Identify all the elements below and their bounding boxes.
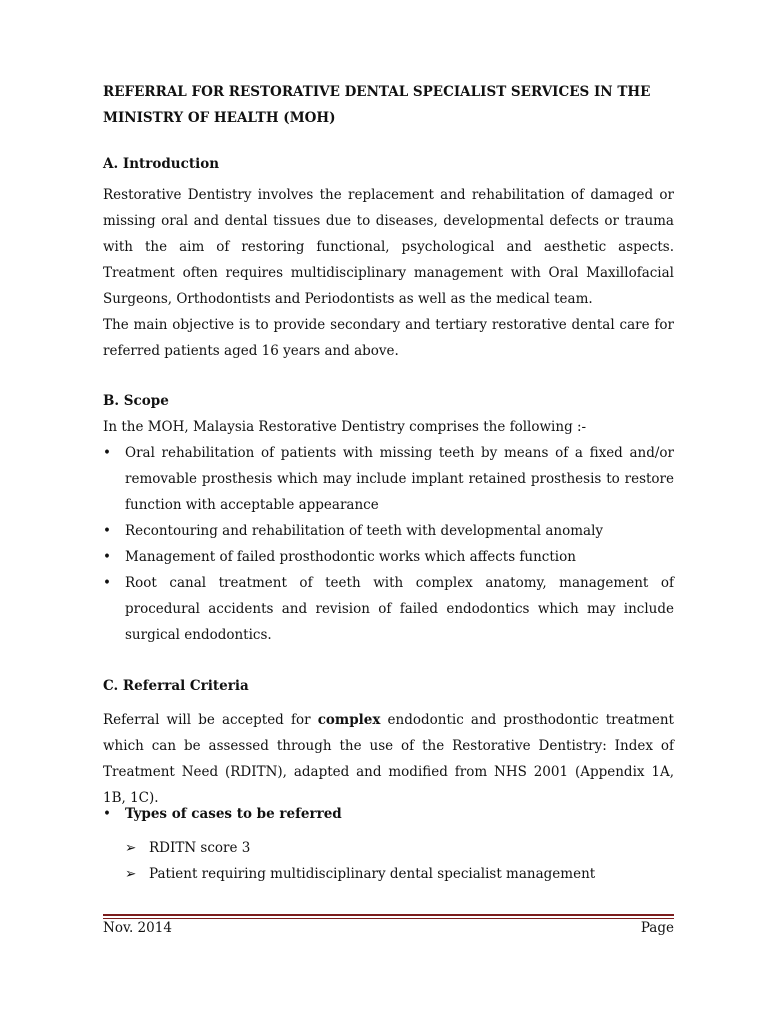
sub-list-item-text: Patient requiring multidisciplinary dental specialist management xyxy=(149,866,596,882)
section-c-text-pre: Referral will be accepted for xyxy=(103,712,318,728)
section-c-heading: C. Referral Criteria xyxy=(103,678,249,694)
section-a-heading: A. Introduction xyxy=(103,156,220,172)
bullet-icon: • xyxy=(103,575,111,591)
section-b-intro: In the MOH, Malaysia Restorative Dentistry comprises the following :- xyxy=(103,419,587,435)
document-title: REFERRAL FOR RESTORATIVE DENTAL SPECIALIST SERVICES IN THE MINISTRY OF HEALTH (MOH) xyxy=(103,84,651,126)
section-c-text-post: endodontic and prosthodontic treatment which can be assessed through the use of the Restorative Dentistry: Index of Treatment Need (RDITN), adapted and modified from NHS 2001 (Appendix 1A, 1B, 1C). xyxy=(103,712,674,806)
section-a-paragraph-2: The main objective is to provide secondary and tertiary restorative dental care for referred patients aged 16 years and above. xyxy=(103,317,674,359)
list-item xyxy=(103,570,674,648)
sub-list-item-text: RDITN score 3 xyxy=(149,840,251,856)
sub-list-item xyxy=(125,835,250,861)
list-item xyxy=(103,544,674,570)
section-c-text-bold: complex xyxy=(317,712,381,728)
list-item-text: Recontouring and rehabilitation of teeth with developmental anomaly xyxy=(125,523,604,539)
sub-list-item xyxy=(125,861,595,887)
list-item xyxy=(103,518,674,544)
list-item-text: Root canal treatment of teeth with complex anatomy, management of procedural accidents and revision of failed endodontics which may include surgical endodontics. xyxy=(125,575,674,643)
section-b-heading: B. Scope xyxy=(103,393,169,409)
bullet-icon: • xyxy=(103,445,111,461)
list-item-text: Management of failed prosthodontic works which affects function xyxy=(125,549,576,565)
section-a-paragraph-1: Restorative Dentistry involves the replacement and rehabilitation of damaged or missing oral and dental tissues due to diseases, developmental defects or trauma with the aim of restoring functional, psychological and aesthetic aspects. Treatment often requires multidisciplinary management with Oral Maxillofacial Surgeons, Orthodontists and Periodontists as well as the medical team. xyxy=(103,187,674,307)
list-item-text: Oral rehabilitation of patients with missing teeth by means of a fixed and/or removable prosthesis which may include implant retained prosthesis to restore function with acceptable appearance xyxy=(125,445,674,513)
arrow-bullet-icon: ➢ xyxy=(125,866,137,882)
footer-page: Page xyxy=(640,920,674,936)
list-item xyxy=(103,440,674,518)
arrow-bullet-icon: ➢ xyxy=(125,840,137,856)
bullet-icon: • xyxy=(103,523,111,539)
section-c-paragraph xyxy=(103,707,674,811)
bullet-icon: • xyxy=(103,806,111,822)
footer-divider xyxy=(103,914,674,916)
types-heading-item xyxy=(103,801,674,827)
footer-divider-thin xyxy=(103,918,674,919)
footer-date: Nov. 2014 xyxy=(103,920,172,936)
bullet-icon: • xyxy=(103,549,111,565)
types-heading: Types of cases to be referred xyxy=(125,806,342,822)
